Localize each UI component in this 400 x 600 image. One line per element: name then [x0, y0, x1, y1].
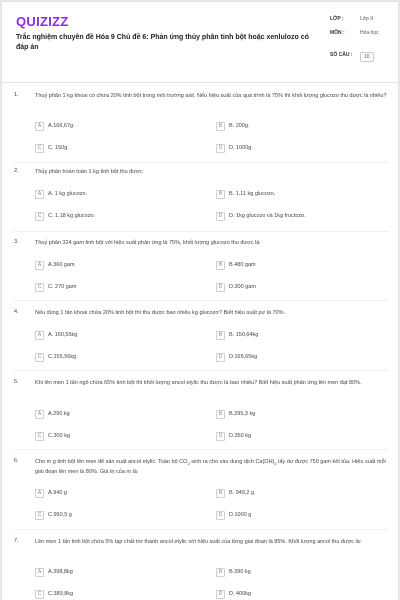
question-number: 7. — [14, 538, 19, 544]
option-letter: C — [35, 432, 44, 441]
option-b[interactable] — [216, 259, 256, 271]
question-text: Khi lên men 1 tấn ngô chứa 65% tinh bột thì khối lượng ancol etylic thu được là bao nhiêu? Biết hiệu suất phản ứng lên men đạt 80%. — [35, 380, 362, 386]
header-divider — [2, 82, 398, 83]
option-letter: D — [216, 511, 225, 520]
option-letter: A — [35, 122, 44, 131]
question-divider — [14, 162, 388, 163]
question-number: 5. — [14, 379, 19, 385]
option-a[interactable] — [35, 408, 70, 420]
option-text: B. 1,11 kg glucozo. — [229, 191, 276, 197]
option-c[interactable] — [35, 588, 73, 600]
option-letter: A — [35, 190, 44, 199]
subject-label: MÔN : — [330, 30, 345, 36]
option-b[interactable] — [216, 120, 250, 132]
question-divider — [14, 300, 388, 301]
question-text-part: lấy dư được 750 gam kết tủa. Hiệu suất mỗi giai đoạn lên men là 80%. Giá trị của m là: — [35, 459, 386, 476]
option-a[interactable] — [35, 188, 87, 200]
question-number: 3. — [14, 239, 19, 245]
question-text-part: Cho m g tinh bột lên men để sản xuất ancol etylic. Toàn bộ CO — [35, 459, 188, 465]
option-text: D.300 gam — [229, 284, 256, 290]
option-text: A. 1 kg glucozo. — [48, 191, 88, 197]
option-b[interactable] — [216, 487, 254, 499]
option-letter: B — [216, 568, 225, 577]
count-label: SỐ CÂU : — [330, 52, 353, 58]
worksheet-title: Trắc nghiệm chuyên đề Hóa 9 Chủ đề 6: Phản ứng thủy phân tinh bột hoặc xenlulozo có đáp án — [16, 34, 309, 51]
question-text-part: sinh ra cho vào dung dịch Ca(OH) — [189, 459, 275, 465]
subscript: 2 — [187, 461, 190, 467]
subject-row — [330, 30, 390, 44]
option-text: A.360 gam — [48, 262, 75, 268]
option-letter: B — [216, 410, 225, 419]
option-text: B. 150,64kg — [229, 332, 259, 338]
option-b[interactable] — [216, 188, 275, 200]
option-text: B. 200g. — [229, 123, 250, 129]
option-a[interactable] — [35, 487, 67, 499]
question-divider — [14, 529, 388, 530]
option-letter: C — [35, 144, 44, 153]
option-letter: A — [35, 568, 44, 577]
question-number: 1. — [14, 92, 19, 98]
option-letter: A — [35, 489, 44, 498]
option-text: C. 1,18 kg glucozo. — [48, 213, 96, 219]
question-number: 4. — [14, 309, 19, 315]
worksheet-page — [2, 2, 398, 600]
option-b[interactable] — [216, 329, 258, 341]
question-text: Thuỷ phân 1 kg khoai có chứa 20% tinh bột trong môi trường axit. Nếu hiệu suất của quá trình là 75% thì khối lượng glucozo thu được là nhiêu? — [35, 93, 387, 99]
option-text: C.389,8kg — [48, 591, 74, 597]
question-text — [35, 458, 390, 476]
option-a[interactable] — [35, 120, 75, 132]
option-text: B.295,3 kg — [229, 411, 256, 417]
option-d[interactable] — [216, 588, 251, 600]
class-label: LỚP : — [330, 16, 344, 22]
option-text: D. 400kg — [229, 591, 252, 597]
option-a[interactable] — [35, 566, 73, 578]
quizizz-logo[interactable]: QUIZIZZ — [16, 14, 69, 29]
option-b[interactable] — [216, 408, 255, 420]
subscript: 2 — [274, 461, 277, 467]
question-divider — [14, 449, 388, 450]
option-letter: D — [216, 144, 225, 153]
option-text: C.300 kg — [48, 433, 71, 439]
option-c[interactable] — [35, 281, 76, 293]
option-letter: D — [216, 590, 225, 599]
option-text: A.290 kg — [48, 411, 70, 417]
option-letter: C — [35, 283, 44, 292]
option-d[interactable] — [216, 430, 251, 442]
option-text: D. 1kg glucozo và 1kg fructozo. — [229, 213, 306, 219]
option-text: B.480 gam — [229, 262, 256, 268]
worksheet-meta — [330, 16, 390, 66]
question-text: Nếu dùng 1 tấn khoai chứa 20% tinh bột thì thu được bao nhiêu kg glucozơ? Biết hiệu suất pư là 70%. — [35, 310, 286, 316]
option-text: A.940 g — [48, 490, 67, 496]
option-letter: B — [216, 331, 225, 340]
option-letter: D — [216, 353, 225, 362]
option-letter: A — [35, 331, 44, 340]
option-a[interactable] — [35, 329, 77, 341]
option-d[interactable] — [216, 281, 256, 293]
option-text: A.166,67g. — [48, 123, 75, 129]
option-letter: B — [216, 190, 225, 199]
question-number: 2. — [14, 168, 19, 174]
option-text: B. 949,2 g — [229, 490, 255, 496]
option-text: C. 150g. — [48, 145, 69, 151]
option-text: C.950,5 g — [48, 512, 72, 518]
class-value: Lớp 9 — [360, 16, 374, 22]
option-text: A.398,8kg — [48, 569, 73, 575]
option-c[interactable] — [35, 509, 72, 521]
option-letter: B — [216, 489, 225, 498]
option-c[interactable] — [35, 210, 95, 222]
class-row — [330, 16, 390, 30]
option-c[interactable] — [35, 142, 69, 154]
option-letter: C — [35, 511, 44, 520]
option-d[interactable] — [216, 142, 253, 154]
option-letter: A — [35, 261, 44, 270]
question-count: 10 — [360, 52, 374, 62]
option-d[interactable] — [216, 509, 251, 521]
option-letter: C — [35, 590, 44, 599]
option-text: D.350 kg — [229, 433, 252, 439]
question-divider — [14, 231, 388, 232]
count-row — [330, 52, 390, 66]
option-d[interactable] — [216, 210, 306, 222]
option-b[interactable] — [216, 566, 251, 578]
option-letter: B — [216, 261, 225, 270]
option-letter: D — [216, 212, 225, 221]
option-letter: A — [35, 410, 44, 419]
subject-value: Hóa học — [360, 30, 379, 36]
option-letter: D — [216, 283, 225, 292]
option-text: A. 160,55kg — [48, 332, 78, 338]
question-text: Thuỷ phân 324 gam tinh bột với hiệu suất phản ứng là 75%, khối lượng glucozo thu được là: — [35, 240, 261, 246]
question-divider — [14, 370, 388, 371]
option-a[interactable] — [35, 259, 75, 271]
option-c[interactable] — [35, 430, 70, 442]
option-text: D.165,65kg — [229, 354, 258, 360]
question-number: 6. — [14, 458, 19, 464]
option-text: B.390 kg — [229, 569, 251, 575]
option-text: D.1000 g — [229, 512, 252, 518]
option-text: D. 1000g. — [229, 145, 253, 151]
option-d[interactable] — [216, 351, 257, 363]
option-letter: D — [216, 432, 225, 441]
question-text: Thủy phân hoàn toàn 1 kg tinh bột thu được: — [35, 169, 144, 175]
worksheet-header — [2, 2, 398, 82]
option-c[interactable] — [35, 351, 76, 363]
option-letter: B — [216, 122, 225, 131]
option-text: C. 270 gam — [48, 284, 77, 290]
option-letter: C — [35, 353, 44, 362]
question-text: Lên men 1 tấn tinh bột chứa 5% tạp chất trơ thành ancol etylic với hiệu suất của từng giai đoạn là 85%. Khối lượng ancol thu được là: — [35, 539, 362, 545]
option-text: C.155,56kg — [48, 354, 77, 360]
option-letter: C — [35, 212, 44, 221]
